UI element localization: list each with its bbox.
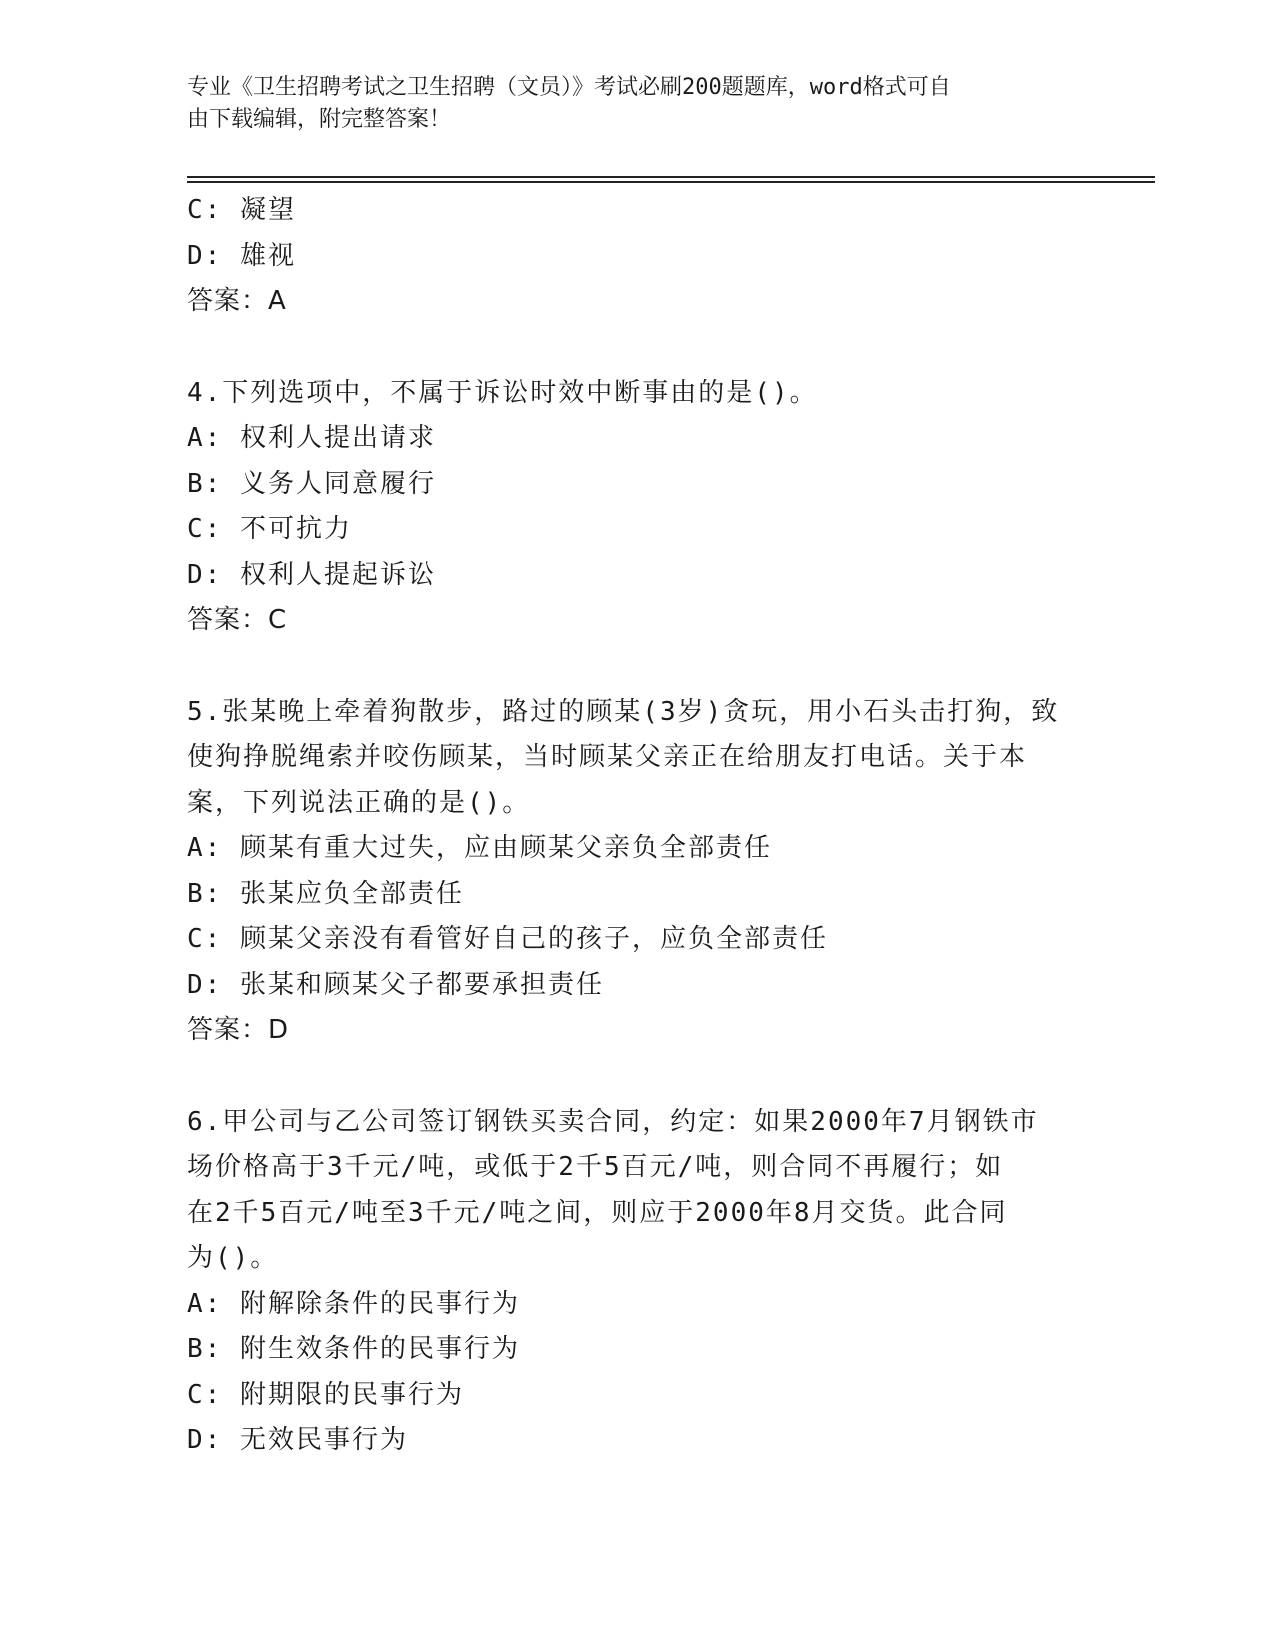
option-text: 顾某父亲没有看管好自己的孩子，应负全部责任 xyxy=(239,924,828,954)
option-text: 无效民事行为 xyxy=(239,1425,408,1455)
option-text: 张某应负全部责任 xyxy=(239,878,464,909)
question-4 xyxy=(187,371,1087,644)
option-a xyxy=(187,826,1087,872)
option-letter: A: xyxy=(187,1288,223,1319)
question-stem-line: 5.张某晚上牵着狗散步，路过的顾某(3岁)贪玩，用小石头击打狗，致 xyxy=(187,696,1060,727)
option-text: 权利人提出请求 xyxy=(239,423,436,453)
option-letter: B: xyxy=(187,1334,223,1364)
option-text: 凝望 xyxy=(239,195,296,225)
option-letter: C: xyxy=(187,1379,223,1410)
option-b xyxy=(187,462,1087,508)
spacer xyxy=(187,1054,1087,1100)
question-stem-line: 场价格高于3千元/吨，或低于2千5百元/吨，则合同不再履行；如 xyxy=(187,1152,1004,1182)
option-letter: C: xyxy=(187,924,223,954)
question-stem-line: 6.甲公司与乙公司签订钢铁买卖合同，约定：如果2000年7月钢铁市 xyxy=(187,1106,1039,1137)
option-letter: C: xyxy=(187,514,223,544)
question-fragment xyxy=(187,188,1087,325)
header-divider-top xyxy=(187,176,1155,178)
option-c xyxy=(187,917,1087,963)
question-content xyxy=(187,188,1087,1464)
question-stem-line: 4.下列选项中，不属于诉讼时效中断事由的是()。 xyxy=(187,377,818,408)
answer-line: 答案：A xyxy=(187,286,287,316)
option-letter: A: xyxy=(187,833,223,863)
page-header xyxy=(187,72,1067,136)
option-letter: B: xyxy=(187,468,223,499)
option-text: 附生效条件的民事行为 xyxy=(239,1334,520,1364)
question-stem-line: 使狗挣脱绳索并咬伤顾某，当时顾某父亲正在给朋友打电话。关于本 xyxy=(187,742,1028,772)
question-6 xyxy=(187,1100,1087,1464)
option-d xyxy=(187,1418,1087,1464)
question-stem-line: 在2千5百元/吨至3千元/吨之间，则应于2000年8月交货。此合同 xyxy=(187,1197,1008,1228)
header-divider-bottom xyxy=(187,181,1155,183)
option-letter: D: xyxy=(187,1425,223,1455)
option-letter: C: xyxy=(187,195,223,225)
option-letter: B: xyxy=(187,878,223,909)
option-letter: A: xyxy=(187,423,223,453)
option-d xyxy=(187,553,1087,599)
option-text: 雄视 xyxy=(239,240,296,271)
question-stem-line: 为()。 xyxy=(187,1243,279,1273)
option-c xyxy=(187,188,1087,234)
option-d xyxy=(187,234,1087,280)
question-5 xyxy=(187,690,1087,1054)
option-letter: D: xyxy=(187,240,223,271)
option-c xyxy=(187,1373,1087,1419)
spacer xyxy=(187,325,1087,371)
header-line-1: 专业《卫生招聘考试之卫生招聘（文员）》考试必刷200题题库，word格式可自 xyxy=(187,75,951,100)
option-text: 附期限的民事行为 xyxy=(239,1379,464,1410)
option-text: 附解除条件的民事行为 xyxy=(239,1288,520,1319)
option-a xyxy=(187,416,1087,462)
header-line-2: 由下载编辑，附完整答案！ xyxy=(187,107,452,132)
spacer xyxy=(187,644,1087,690)
answer-line: 答案：D xyxy=(187,1015,290,1045)
option-text: 顾某有重大过失，应由顾某父亲负全部责任 xyxy=(239,833,772,863)
option-text: 权利人提起诉讼 xyxy=(239,559,436,590)
option-b xyxy=(187,1327,1087,1373)
option-d xyxy=(187,963,1087,1009)
option-text: 张某和顾某父子都要承担责任 xyxy=(239,969,604,1000)
option-letter: D: xyxy=(187,559,223,590)
option-text: 不可抗力 xyxy=(239,514,352,544)
option-text: 义务人同意履行 xyxy=(239,468,436,499)
question-stem-line: 案，下列说法正确的是()。 xyxy=(187,787,531,818)
option-letter: D: xyxy=(187,969,223,1000)
option-a xyxy=(187,1282,1087,1328)
option-b xyxy=(187,872,1087,918)
option-c xyxy=(187,507,1087,553)
answer-line: 答案：C xyxy=(187,605,288,635)
